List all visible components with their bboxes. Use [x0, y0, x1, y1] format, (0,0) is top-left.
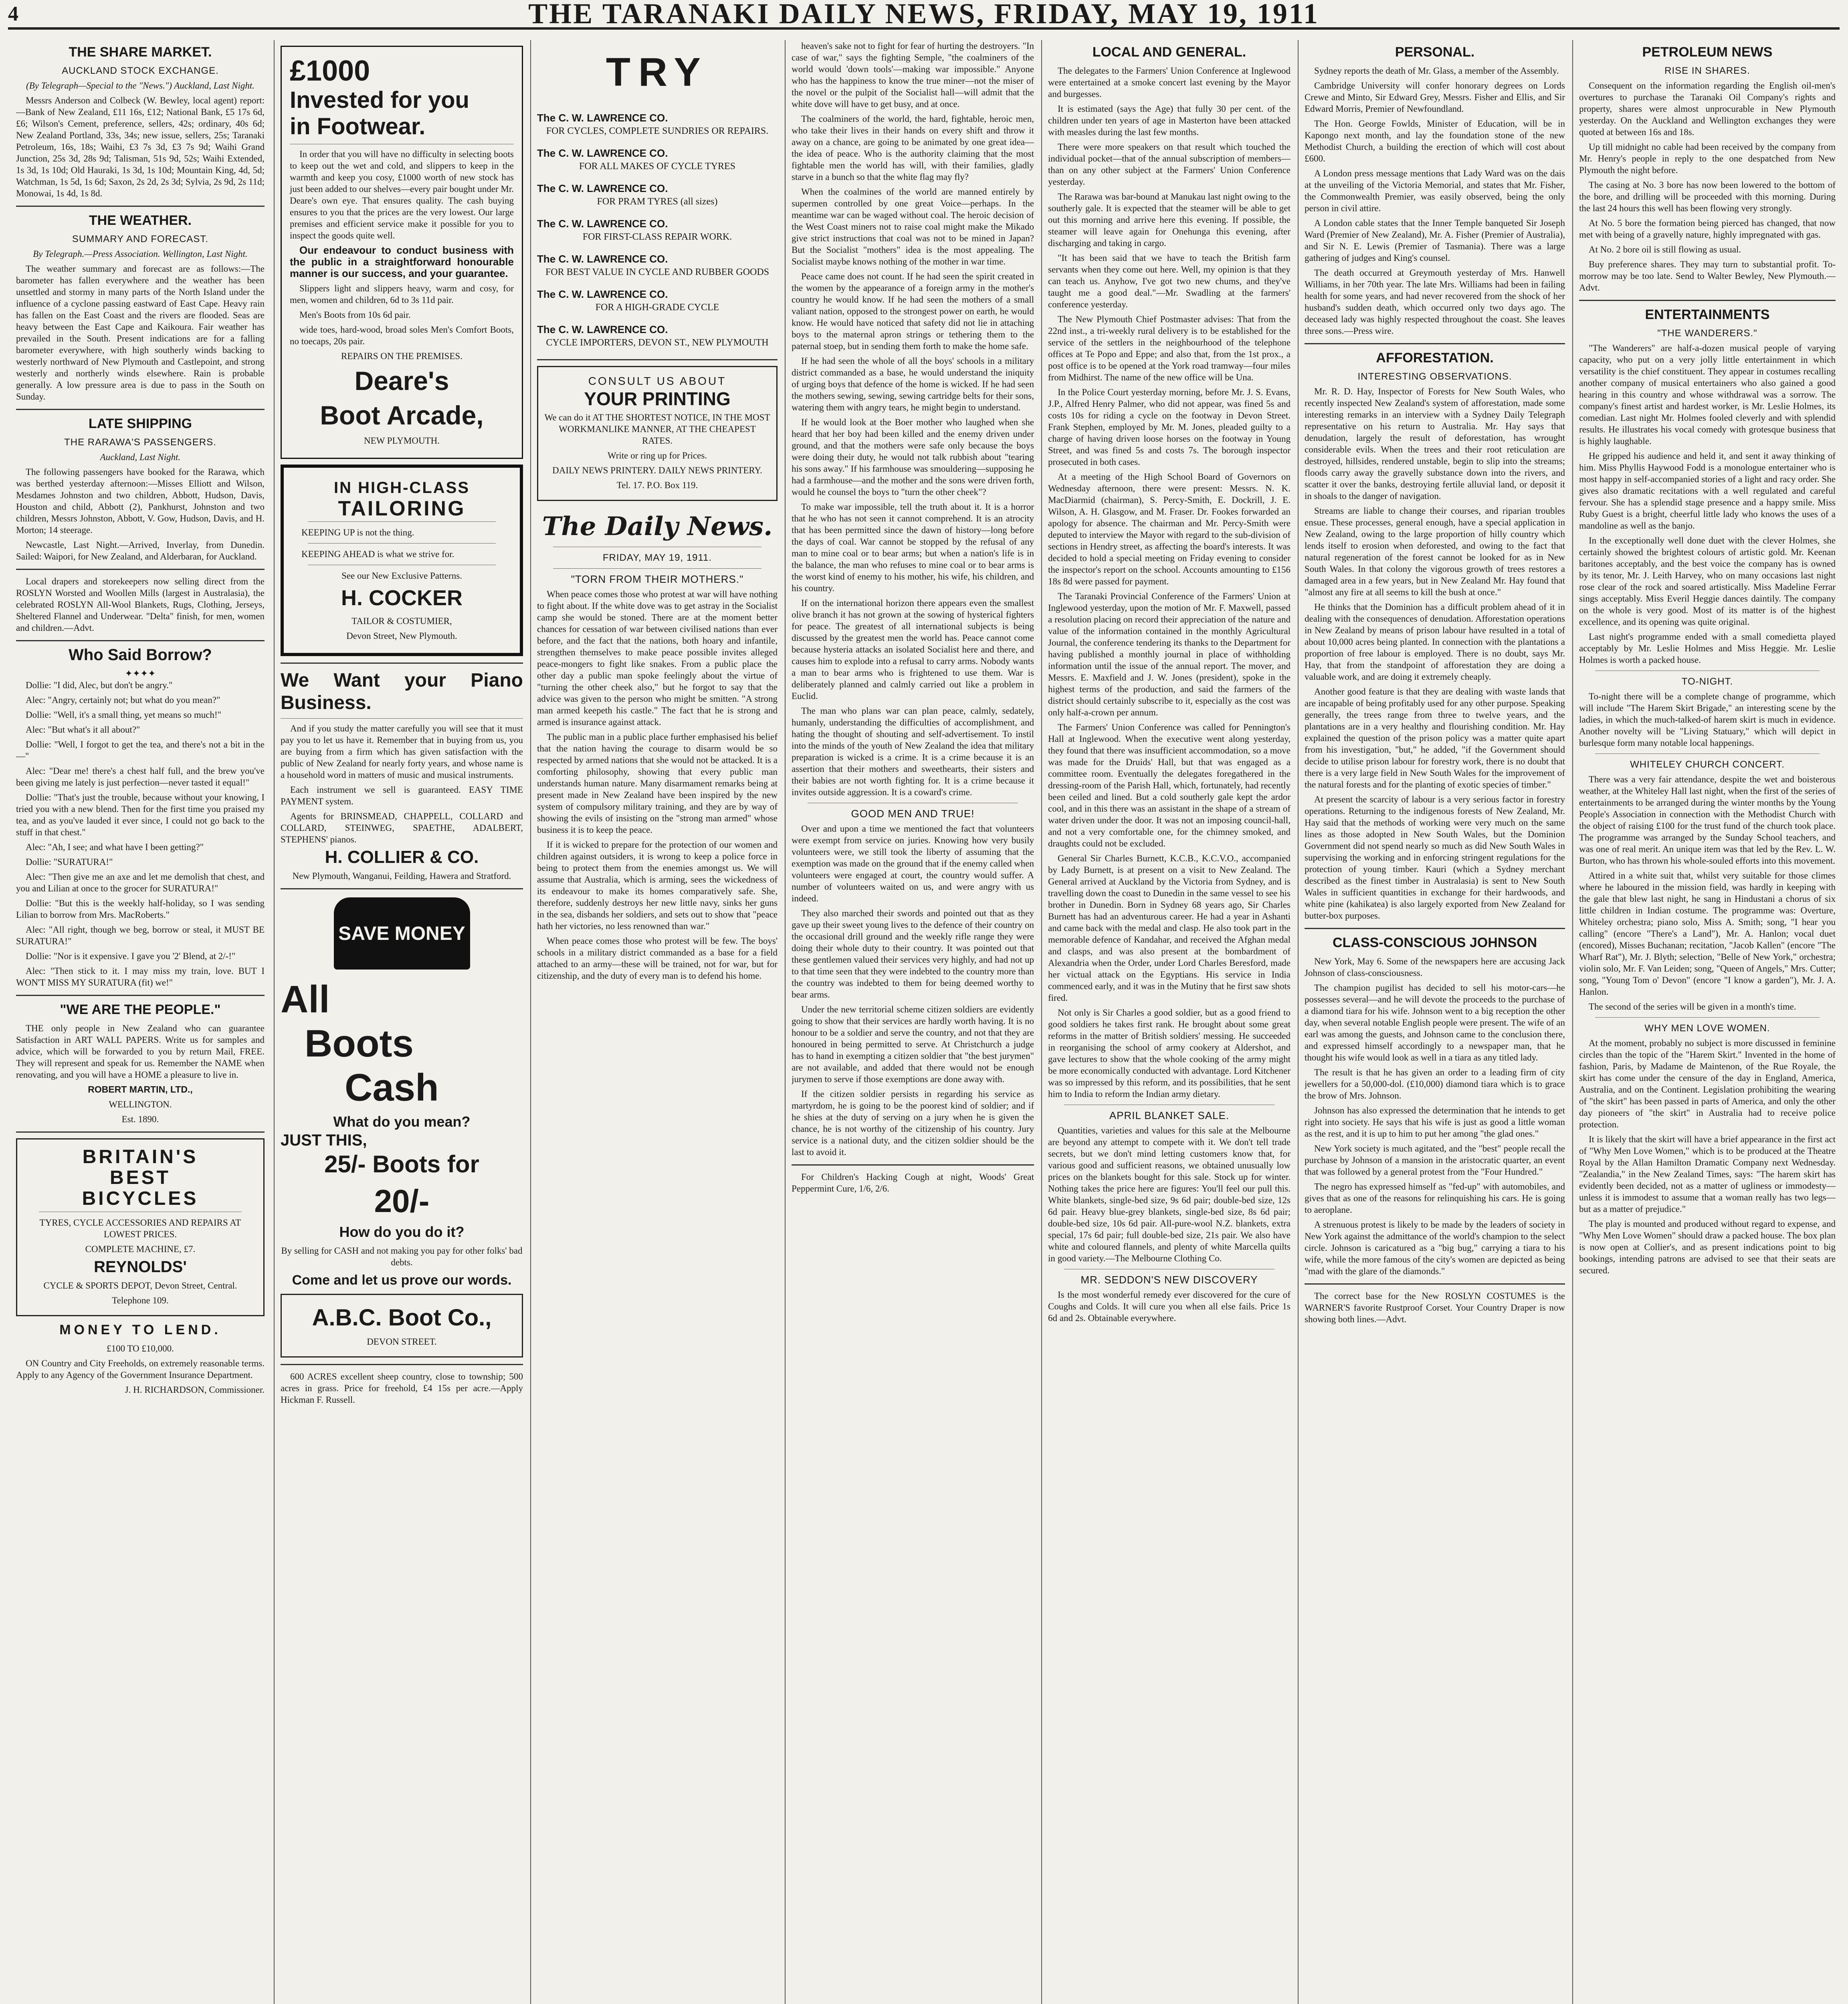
column-rule: [1041, 40, 1042, 2004]
money-body: ON Country and City Freeholds, on extremely reasonable terms. Apply to any Agency of the Government Insurance Department.: [16, 1358, 265, 1380]
column-1: THE SHARE MARKET. AUCKLAND STOCK EXCHANGE. (By Telegraph—Special to the "News.") Auckland, Last Night. Messrs Anderson and Colbeck (W. Bewley, local agent) report:—Bank of New Zealand, £11 16s, £12; National Bank, £5 17s 6d, £6; Wilson's Cement, preference, sellers, 42s; ordinary, 40s 6d; New Zealand Portland, 33s, 34s; new issue, sellers, 25s; Taranaki Petroleum, 16s, 18s; Waihi, £3 7s 3d, £3 7s 9d; Waihi Grand Junction, 25s 3d, 28s 9d; Talisman, 51s 9d, 52s; Waihi Extended, 1s 3d, 1s 10d; Old Hauraki, 1s 3d, 1s 10d; Mountain King, 4d, 5d; Watchman, 1s 5d, 1s 6d; Saxon, 2s 2d, 2s 3d; Sylvia, 2s 9d, 2s 11d; Monowai, 1s 4d, 1s 8d. THE WEATHER. SUMMARY AND FORECAST. By Telegraph.—Press Association. Wellington, Last Night. The weather summary and forecast are as follows:—The barometer has fallen everywhere and the weather has been unsettled and stormy in many parts of the North Island under the influence of a cyclone passing eastward of East Cape. Heavy rain has fallen on the East Coast and the rivers are flooded. Seas are heavy between the East Cape and Kaikoura. Fair weather has prevailed in the South. Present indications are for a falling barometer everywhere, with high southerly winds backing to westerly northward of New Plymouth and Castlepoint, and strong westerly and northerly winds elsewhere. Rain is probable generally. A low pressure area is due to pass in the South on Sunday. LATE SHIPPING THE RARAWA'S PASSENGERS. Auckland, Last Night. The following passengers have booked for the Rarawa, which was berthed yesterday afternoon:—Misses Elliott and Wilson, Mesdames Johnston and two children, Abbott, Hudson, Davis, Houston and child, Abbott (2), Pankhurst, Johnston and two children, Messrs Johnston, Abbott, V. Gow, Hudson, Davis, and H. Morton; 14 steerage. Newcastle, Last Night.—Arrived, Inverlay, from Dunedin. Sailed: Waipori, for New Zealand, and Alderbaran, for Auckland. Local drapers and storekeepers now selling direct from the ROSLYN Worsted and Woollen Mills (largest in Australasia), the celebrated ROSLYN All-Wool Blankets, Rugs, Clothing, Jerseys, Sheltered Flannel and Underwear. "Delta" finish, for men, women and children.—Advt. Who Said Borrow? ✦✦✦✦ Dollie: "I did, Alec, but don't be angry." Alec: "Angry, certainly not; but what do you mean?" Dollie: "Well, it's a small thing, yet means so much!" Alec: "But what's it all about?" Dollie: "Well, I forgot to get the tea, and there's not a bit in the—" Alec: "Dear me! there's a chest half full, and the brew you've been giving me lately is just perfection—never tasted it equal!" Dollie: "That's just the trouble, because without your knowing, I tried you with a new blend. Then for the first time you praised my tea, and as you've lauded it ever since, I could not go back to the stuff in that chest." Alec: "Ah, I see; and what have I been getting?" Dollie: "SURATURA!" Alec: "Then give me an axe and let me demolish that chest, and you and Lilian at once to the grocer for SURATURA!" Dollie: "But this is the weekly half-holiday, so I was sending Lilian to borrow from Mrs. MacRoberts." Alec: "All right, though we beg, borrow or steal, it MUST BE SURATURA!" Dollie: "Nor is it expensive. I gave you '2' Blend, at 2/-!" Alec: "Then stick to it. I may miss my train, love. BUT I WON'T MISS MY SURATURA (fit) we!" "WE ARE THE PEOPLE." THE only people in New Zealand who can guarantee Satisfaction in ART WALL PAPERS. Write us for samples and advice, which will be forwarded to you by return Mail, FREE. They will represent and speak for us. Remember the NAME when renovating, and you will have a HOME a pleasure to live in. ROBERT MARTIN, LTD., WELLINGTON. Est. 1890. BRITAIN'S BEST BICYCLES TYRES, CYCLE ACCESSORIES AND REPAIRS AT LOWEST PRICES. COMPLETE MACHINE, £7. REYNOLDS' CYCLE & SPORTS DEPOT, Devon Street, Central. Telephone 109. MONEY TO LEND. £100 TO £10,000. ON Country and City Freeholds, on extremely reasonable terms. Apply to any Agency of the Government Insurance Department. J. H. RICHARDSON, Commissioner.: [16, 44, 265, 1395]
people-ad-company: ROBERT MARTIN, LTD.,: [88, 1084, 193, 1095]
article-paragraph: It is likely that the skirt will have a brief appearance in the first act of "Why Men Love Women," which is to be produced at the Theatre Royal by the Allan Hamilton Dramatic Company next Wednesday. "Zealandia," in the New Zealand Times, says: "The harem skirt has evidently been decided, not as a matter of ugliness or immodesty—unless it is immodest to assume that a woman really has two legs—but as a matter of prejudice.": [1579, 1134, 1836, 1214]
news-paragraph: A London press message mentions that Lady Ward was on the dais at the unveiling of the Victoria Memorial, and states that Mr. Fisher, the Commonwealth Premier, was easily observed, being the only person in civil attire.: [1305, 168, 1565, 213]
column-rule: [785, 40, 786, 2004]
shipping-heading: LATE SHIPPING: [88, 416, 192, 431]
article-paragraph: New York society is much agitated, and the "best" people recall the purchase by Johnson of a mansion in the aristocratic quarter, an event that was followed by a general protest from the "Four Hundred.": [1305, 1143, 1565, 1177]
people-ad-heading: "WE ARE THE PEOPLE.": [60, 1002, 221, 1017]
article-paragraph: Under the new territorial scheme citizen soldiers are evidently going to show that their services are hardly worth having. It is no honour to be a soldier and serve the country, and not that they are honoured in being permitted to serve. At Christchurch a judge has to hand in exempting a citizen soldier that "the best jurymen" are not available, and added that there would not be enough jurymen to serve if those exemptions are done away with.: [792, 1004, 1034, 1084]
article-paragraph: He gripped his audience and held it, and sent it away thinking of him. Miss Phyllis Haywood Fodd is a monologue entertainer who is most happy in self-accompanied stories of a light and racy order. She gives also dramatic recitations with a well regulated and careful fervour. She has a splendid stage presence and a happy smile. Miss Ruby Guest is a bright, cheerful little lady who knows the uses of a mandoline as well as the banjo.: [1579, 451, 1836, 531]
article-paragraph: In the exceptionally well done duet with the clever Holmes, she certainly showed the brightest colours of artistic gold. Mr. Keenan baritones acceptably, and the best voice the company has is owned by its tenor, Mr. J. Leith Harvey, who on many occasions last night rose clear of the rock and soared artistically. Miss Madeline Ferrar sings acceptably. Miss Everil Heggie dances daintily. The company on the whole is very good. Most of its matter is of the highest excellence, and its opening was quite original.: [1579, 535, 1836, 627]
shipping-body-2: Newcastle, Last Night.—Arrived, Inverlay, from Dunedin. Sailed: Waipori, for New Zealand, and Alderbaran, for Auckland.: [16, 540, 265, 562]
news-paragraph: The delegates to the Farmers' Union Conference at Inglewood were entertained at a smoke concert last evening by the Mayor and burgesses.: [1048, 66, 1291, 99]
news-paragraph: It is estimated (says the Age) that fully 30 per cent. of the children under ten years of age in Masterton have been attacked with measles during the last few months.: [1048, 104, 1291, 137]
news-paragraph: A London cable states that the Inner Temple banqueted Sir Joseph Ward (Premier of New Zealand), Mr. A. Fisher (Premier of Australia), and Sir N. E. Lewis (Premier of Tasmania). There was a large gathering of judges and King's counsel.: [1305, 218, 1565, 263]
weather-body: The weather summary and forecast are as follows:—The barometer has fallen everywhere and the weather has been unsettled and stormy in many parts of the North Island under the influence of a cyclone passing eastward of East Cape. Heavy rain has fallen on the East Coast and the rivers are flooded. Seas are heavy between the East Cape and Kaikoura. Fair weather has prevailed in the South. Present indications are for a falling barometer everywhere, with high southerly winds backing to westerly northward of New Plymouth and Castlepoint, and strong westerly and northerly winds elsewhere. Rain is probable generally. A low pressure area is due to pass in the South on Sunday.: [16, 264, 265, 402]
news-paragraph: At No. 5 bore the formation being pierced has changed, that now met with being of a gravelly nature, highly impregnated with gas.: [1579, 218, 1836, 240]
article-paragraph: New York, May 6. Some of the newspapers here are accusing Jack Johnson of class-consciousness.: [1305, 956, 1565, 978]
borrow-dialog: [16, 679, 265, 988]
daily-news-nameplate: The Daily News.: [542, 511, 773, 541]
afforestation-heading: AFFORESTATION.: [1376, 350, 1494, 366]
column-4: [792, 40, 1034, 2004]
good-men-heading: GOOD MEN AND TRUE!: [851, 808, 975, 820]
news-paragraph: The Hon. George Fowlds, Minister of Education, will be in Kapongo next month, and lay the foundation stone of the new Methodist Church, a building the erection of which will cost about £600.: [1305, 119, 1565, 164]
dialog-line: Alec: "Angry, certainly not; but what do you mean?": [26, 695, 220, 705]
article-paragraph: The second of the series will be given in a month's time.: [1589, 1002, 1796, 1012]
editorial-paragraph: The coalminers of the world, the hard, fightable, heroic men, who take their lives in their hands on every shift and throw it away on a chance, are going to be animated by one great idea—the idea of peace. Who is the authority claiming that the most fightable men the world has will, with their families, gladly starve in a bunch so that the white flag may fly?: [792, 114, 1034, 182]
column-3: [537, 40, 778, 2004]
article-paragraph: The champion pugilist has decided to sell his motor-cars—he possesses several—and he will devote the proceeds to the purchase of a diamond tiara for his wife. Johnson went to a big reception the other day, when several notable English people were present. The wife of an earl was among the guests, and Johnson came to the conclusion there, and expressed himself accordingly to a newspaper man, that he thought his wife would look as well in a tiara as any titled lady.: [1305, 983, 1565, 1063]
article-paragraph: He thinks that the Dominion has a difficult problem ahead of it in dealing with the consequences of denudation. Afforestation operations in New Zealand by means of prison labour have resulted in a total of about 10,000 acres being planted. In connection with the plantations a proportion of free labour is employed. There is no doubt, says Mr. Hay, that from the standpoint of afforestation they are doing a valuable work, and are doing it extremely cheaply.: [1305, 602, 1565, 682]
money-to-lend-heading: MONEY TO LEND.: [59, 1322, 221, 1337]
entertainments-heading: ENTERTAINMENTS: [1645, 307, 1770, 322]
borrow-heading: Who Said Borrow?: [69, 646, 212, 664]
dialog-line: Dollie: "Well, I forgot to get the tea, and there's not a bit in the—": [16, 739, 265, 761]
page-masthead: [8, 0, 1840, 30]
editorial-paragraph: If he had seen the whole of all the boys' schools in a military district commanded as a base, he would understand the iniquity of urging boys that defence of the home is wicked. If he had seen the mothers sewing, sewing, sewing cartridge belts for their sons, watering them with angry tears, he might begin to understand.: [792, 356, 1034, 412]
news-paragraph: The Farmers' Union Conference was called for Pennington's Hall at Inglewood. When the executive went along yesterday, they found that there was insufficient accommodation, so a move was made for the Druids' Hall, but that was engaged as a committee room. Eventually the delegates foregathered in the dressing-room of the Parish Hall, which, fortunately, had recently been ceiled and lined. But a cold southerly gale kept the ardor cool, and in this there was an assistant in the shape of a stream of water driven under the door. It was not an imposing council-hall, and not a very comfortable one, for the chimney smoked, and draughts could not be excluded.: [1048, 722, 1291, 848]
share-market-subheading: AUCKLAND STOCK EXCHANGE.: [62, 65, 219, 76]
news-paragraph: The death occurred at Greymouth yesterday of Mrs. Hanwell Williams, in her 70th year. The late Mrs. Williams had been in failing health for some years, and had never recovered from the shock of her husband's sudden death, which occurred only two days ago. The deceased lady was highly respected throughout the coast. She leaves three sons.—Press wire.: [1305, 268, 1565, 336]
column-rule: [1298, 40, 1299, 2004]
why-men-love-women-subheading: WHY MEN LOVE WOMEN.: [1644, 1023, 1770, 1034]
money-range: £100 TO £10,000.: [107, 1343, 174, 1354]
save-money-banner: SAVE MONEY: [334, 897, 470, 970]
article-paragraph: A strenuous protest is likely to be made by the leaders of society in New York against the admittance of the world's champion to the select circle. Johnson is caricatured as a "big bug," carrying a tiara to his wife, while the more famous of the city's women are depicted as being "mad with the glare of the diamonds.": [1305, 1220, 1565, 1276]
roslyn-advert: Local drapers and storekeepers now selling direct from the ROSLYN Worsted and Woollen Mills (largest in Australasia), the celebrated ROSLYN All-Wool Blankets, Rugs, Clothing, Jerseys, Sheltered Flannel and Underwear. "Delta" finish, for men, women and children.—Advt.: [16, 576, 265, 633]
share-market-body: Messrs Anderson and Colbeck (W. Bewley, local agent) report:—Bank of New Zealand, £11 16s, £12; National Bank, £5 17s 6d, £6; Wilson's Cement, preference, sellers, 42s; ordinary, 40s 6d; New Zealand Portland, 33s, 34s; new issue, sellers, 25s; Taranaki Petroleum, 16s, 18s; Waihi, £3 7s 3d, £3 7s 9d; Waihi Grand Junction, 25s 3d, 28s 9d; Talisman, 51s 9d, 52s; Waihi Extended, 1s 3d, 1s 10d; Old Hauraki, 1s 3d, 1s 10d; Mountain King, 4d, 5d; Watchman, 1s 5d, 1s 6d; Saxon, 2s 2d, 2s 3d; Sylvia, 2s 9d, 2s 11d; Monowai, 1s 4d, 1s 8d.: [16, 95, 265, 198]
petroleum-heading: PETROLEUM NEWS: [1642, 44, 1773, 60]
wanderers-subheading: "THE WANDERERS.": [1657, 328, 1757, 339]
editorial-paragraph: When peace comes those who protest at war will have nothing to fight about. If the white dove was to get astray in the Socialist camp she would be stoned. There are at the moment better chances for cessation of war between civilised nations than ever before, and the fact that the nations, both hoary and infantile, strengthen themselves to make peace possible invites alleged peace-mongers to fight like snakes. From a public place the other day a public man spoke feelingly about the virtue of "turning the other cheek also," but he forgot to say that the advice was given to the person who might be smitten. "A strong man armed keepeth his castle." The fact that he is strong and armed is insurance against attack.: [537, 589, 778, 727]
column-rule: [274, 40, 275, 2004]
editorial-date: FRIDAY, MAY 19, 1911.: [602, 552, 712, 563]
news-paragraph: The New Plymouth Chief Postmaster advises: That from the 22nd inst., a tri-weekly rural delivery is to be established for the service of the settlers in the neighbourhood of the telephone offices at Te Popo and Eppe; and also that, from the 1st prox., a post office is to be opened at the York road tramway—four miles from Midhirst. The name of the new office will be Una.: [1048, 314, 1291, 382]
article-paragraph: There was a very fair attendance, despite the wet and boisterous weather, at the Whiteley Hall last night, when the first of the series of entertainments to be arranged during the winter months by the Young People's Association in connection with the Methodist Church with the object of raising £100 for the trust fund of the church took place. The programme was arranged by the Sunday School teachers, and was one of real merit. An unique item was that led by the Rev. L. W. Burton, who has thrown his whole-souled efforts into this movement.: [1579, 774, 1836, 866]
news-paragraph: At a meeting of the High School Board of Governors on Wednesday afternoon, there were present: Messrs. N. K. MacDiarmid (chairman), S. Percy-Smith, E. Dockrill, J. E. Wilson, A. H. Glasgow, and M. Fraser. Dr. Fookes forwarded an apology for absence. The chairman and Mr. Percy-Smith were deputed to interview the Mayor with regard to the sub-division of sections in Hendry street, as affecting the board's interests. It was decided to hold a special meeting on Friday evening to consider the inspector's report on the school. Accounts amounting to £156 18s 8d were passed for payment.: [1048, 472, 1291, 586]
weather-subheading: SUMMARY AND FORECAST.: [72, 234, 209, 244]
article-paragraph: Last night's programme ended with a small comedietta played acceptably by Mr. Leslie Holmes and Miss Heggie. Mr. Leslie Holmes is worth a packed house.: [1579, 632, 1836, 665]
article-paragraph: Johnson has also expressed the determination that he intends to get right into society. He says that his wife is just as good a little woman as the rest, and it is up to him to put her among "the glad ones.": [1305, 1105, 1565, 1139]
editorial-paragraph: If it is wicked to prepare for the protection of our women and children against outsiders, it is wrong to keep a police force in being to protect them from the enemies amongst us. We will assume that Australia, which is arming, sees the wickedness of its endeavour to make its homes comparatively safe. She, therefore, suddenly destroys her new little navy, sinks her guns in the sea, disbands her soldiers, and sets out to show that "peace hath her victories, no less renowned than war.": [537, 840, 778, 931]
personal-heading: PERSONAL.: [1395, 44, 1475, 60]
column-2: [281, 40, 523, 2004]
news-paragraph: "It has been said that we have to teach the British farm servants when they come out here. Well, my opinion is that they can teach us. Anyhow, I've got two new chums, and they've taught me a good deal."—Mr. Swadling at the farmers' conference yesterday.: [1048, 253, 1291, 309]
johnson-heading: CLASS-CONSCIOUS JOHNSON: [1332, 935, 1537, 950]
news-paragraph: Up till midnight no cable had been received by the company from Mr. Henry's people in reply to the one despatched from New Plymouth the night before.: [1579, 142, 1836, 175]
acres-advert: 600 ACRES excellent sheep country, close to township; 500 acres in grass. Price for freehold, £4 15s per acre.—Apply Hickman F. Russell.: [281, 1372, 523, 1405]
local-general-heading: LOCAL AND GENERAL.: [1092, 44, 1246, 60]
news-paragraph: The Rarawa was bar-bound at Manukau last night owing to the southerly gale. It is expected that the steamer will be able to get out this morning and arrive here this evening. If possible, the steamer will leave again for Onehunga this evening, after discharging and taking in cargo.: [1048, 192, 1291, 248]
dialog-line: Alec: "But what's it all about?": [26, 725, 140, 735]
dialog-line: Dollie: "Well, it's a small thing, yet means so much!": [26, 710, 222, 720]
article-paragraph: Attired in a white suit that, whilst very suitable for those climes where he laboured in the mission field, was hardly in keeping with the gale that blew last night, he sang in Hindustani a chorus of six little children in Indian costume. The programme was: Overture, Whiteley orchestra; piano solo, Miss A. Smith; song, "I hear you calling" (encore "There's a Land"), Mr. A. Hanlon; vocal duet (encored), Misses Buchanan; recitation, "Jacob Kallen" (encore "The Wharf Rat"), Mr. J. Blyth; selection, "Belle of New York," orchestra; violin solo, Mr. F. Van Leiden; song, "Queen of Angels," Mrs. Cutter; song, "Young Tom o' Devon" (encore "I know a garden"), Mr. J. A. Hanlon.: [1579, 871, 1836, 997]
shipping-subheading: THE RARAWA'S PASSENGERS.: [64, 437, 216, 448]
news-paragraph: The casing at No. 3 bore has now been lowered to the bottom of the bore, and drilling will be proceeded with this morning. During the last 24 hours this well has been flowing very strongly.: [1579, 180, 1836, 213]
people-ad-body: THE only people in New Zealand who can guarantee Satisfaction in ART WALL PAPERS. Write us for samples and advice, which will be forwarded to you by return Mail, FREE. They will represent and speak for us. Remember the NAME when renovating, and you will have a HOME a pleasure to live in.: [16, 1023, 265, 1080]
article-paragraph: At present the scarcity of labour is a very serious factor in forestry operations. Returning to the indigenous forests of New Zealand, Mr. Hay said that the methods of working were very much on the same lines as those adopted in New South Wales, but the Dominion Government did not spend nearly so much as did New South Wales in supervising the working and in enforcing stringent regulations for the protection of young timber. Kauri (which a Sydney merchant described as the finest timber in Australasia) is sent to New South Wales in sufficient quantities in exchange for their hardwoods, and white pine (kahikatea) is also largely exported from New Zealand for butter-box purposes.: [1305, 794, 1565, 921]
dialog-line: Alec: "Then stick to it. I may miss my train, love. BUT I WON'T MISS MY SURATURA (fit) we!": [16, 966, 265, 988]
shipping-body: The following passengers have booked for the Rarawa, which was berthed yesterday afternoon:—Misses Elliott and Wilson, Mesdames Johnston and two children, Abbott, Hudson, Davis, Houston and child, Abbott (2), Pankhurst, Johnston and two children, Messrs Johnston, Abbott, V. Gow, Hudson, Davis, and H. Morton; 14 steerage.: [16, 467, 265, 535]
news-paragraph: Consequent on the information regarding the English oil-men's overtures to purchase the Taranaki Oil Company's rights and property, shares were almost unprocurable in New Plymouth yesterday. On the Auckland and Wellington exchanges they were quoted at between 16s and 18s.: [1579, 81, 1836, 137]
column-rule: [1572, 40, 1573, 2004]
dialog-line: Alec: "All right, though we beg, borrow or steal, it MUST BE SURATURA!": [16, 925, 265, 946]
article-paragraph: The result is that he has given an order to a leading firm of city jewellers for a 50,000-dol. (£10,000) diamond tiara which is to grace the brow of Mrs. Johnson.: [1305, 1067, 1565, 1101]
dialog-line: Dollie: "Nor is it expensive. I gave you '2' Blend, at 2/-!": [26, 951, 236, 961]
dialog-line: Dollie: "But this is the weekly half-holiday, so I was sending Lilian to borrow from Mrs. MacRoberts.": [16, 898, 265, 920]
people-ad-place: WELLINGTON.: [109, 1099, 172, 1109]
article-paragraph: To-night there will be a complete change of programme, which will include "The Harem Skirt Brigade," an interesting scene by the ladies, in which the much-talked-of harem skirt is much in evidence. Another novelty will be "Living Statuary," which will depict in burlesque form many notable local happenings.: [1579, 691, 1836, 748]
column-rule: [530, 40, 531, 2004]
dialog-line: Dollie: "That's just the trouble, because without your knowing, I tried you with a new blend. Then for the first time you praised my tea, and as you've lauded it ever since, I could not go back to the stuff in that chest.": [16, 792, 265, 837]
column-5: [1048, 40, 1291, 2004]
whiteley-concert-subheading: WHITELEY CHURCH CONCERT.: [1630, 759, 1785, 770]
column-6: [1305, 40, 1565, 2004]
shipping-byline: Auckland, Last Night.: [100, 452, 181, 462]
dialog-line: Alec: "Dear me! there's a chest half full, and the brew you've been giving me lately is just perfection—never tasted it equal!": [16, 766, 265, 788]
news-paragraph: General Sir Charles Burnett, K.C.B., K.C.V.O., accompanied by Lady Burnett, is at present on a visit to New Zealand. The General arrived at Auckland by the Victoria from Sydney, and is travelling down the coast to Dunedin in the same vessel to see his brother in Dunedin. Born in Sydney 68 years ago, Sir Charles Burnett has had an adventurous career. He had a year in Ashanti and came back with the medal and clasp. He also took part in the memorable defence of Kandahar, and received the Afghan medal and clasps, and was also present at the bombardment of Alexandria when the Order, under Lord Charles Beresford, made her victual attack on the Egyptians. His service in India commenced early, and it was in the Mutiny that he first saw shots fired.: [1048, 853, 1291, 1003]
article-paragraph: If the citizen soldier persists in regarding his service as martyrdom, he is going to be the poorest kind of soldier; and if he shies at the duty of serving on a jury when he is given the chance, he is not worthy of the citizenship of his country. Jury service is a national duty, and the citizen soldier should be the last to avoid it.: [792, 1089, 1034, 1157]
afforestation-subheading: INTERESTING OBSERVATIONS.: [1357, 371, 1512, 382]
article-paragraph: "The Wanderers" are half-a-dozen musical people of varying capacity, who put on a very jolly little entertainment in which versatility is the chief constituent. They appear in costumes recalling another company of musical entertainers who also gained a good hearing in this country and whose withdrawal was a sorrow. The company's finest artist and hardest worker, is Mr. Leslie Holmes, its comedian. Last night Mr. Holmes fooled cleverly and with splendid results. He illustrates his vocal comedy with grotesque business that is highly laughable.: [1579, 343, 1836, 446]
editorial-paragraph: The public man in a public place further emphasised his belief that the nation having the courage to disarm would be so respected by armed nations that she would not be attacked. It is a comforting philosophy, showing that every public man understands human nature. Many disarmament remarks being at present made in New Zealand have been inspired by the new system of compulsory military training, and they are by way of showing the evils of insisting on the "strong man armed" whose business it is to keep the peace.: [537, 732, 778, 835]
news-paragraph: In the Police Court yesterday morning, before Mr. J. S. Evans, J.P., Alfred Henry Palmer, who did not appear, was fined 5s and costs 10s for riding a cycle on the footway in Devon Street. Frank Stephen, employed by Mr. M. Jones, pleaded guilty to a charge of having driven loose horses on the footway in Young Street, and was fined 5s and costs 7s. The borough inspector prosecuted in both cases.: [1048, 387, 1291, 467]
editorial-paragraph: If he would look at the Boer mother who laughed when she heard that her boy had been killed and the enemy driven under ground, and that the mothers were safe only because the boys were doing their duty, he would not talk rubbish about "tearing his sons away." If his farmhouse was smouldering—supposing he had a farmhouse—and the mother and the sons were driven forth, would he counsel the boys to "turn the other cheek"?: [792, 417, 1034, 497]
dialog-line: Dollie: "I did, Alec, but don't be angry.": [26, 680, 173, 690]
article-paragraph: They also marched their swords and pointed out that as they gave up their sweet young lives to the defence of their country on the occasional drill ground and the weekly rifle range they were doing their whole duty to their country. It was pointed out that these gentlemen valued their services very highly, and had not up to that time seen that they were indebted to the country more than the country was indebted to them for being deemed worthy to bear arms.: [792, 908, 1034, 1000]
dialog-line: Alec: "Ah, I see; and what have I been getting?": [26, 842, 204, 852]
lawrence-advert: TRY The C. W. LAWRENCE CO. FOR CYCLES, COMPLETE SUNDRIES OR REPAIRS. The C. W. LAWRENCE CO. FOR ALL MAKES OF CYCLE TYRES The C. W. LAWRENCE CO. FOR PRAM TYRES (all sizes) The C. W. LAWRENCE CO. FOR FIRST-CLASS REPAIR WORK. The C. W. LAWRENCE CO. FOR BEST VALUE IN CYCLE AND RUBBER GOODS The C. W. LAWRENCE CO. FOR A HIGH-GRADE CYCLE The C. W. LAWRENCE CO. CYCLE IMPORTERS, DEVON ST., NEW PLYMOUTH: [537, 50, 769, 348]
seddon-heading: MR. SEDDON'S NEW DISCOVERY: [1081, 1274, 1258, 1286]
weather-heading: THE WEATHER.: [89, 213, 192, 228]
editorial-paragraph: To make war impossible, tell the truth about it. It is a horror that he who has not seen it cannot comprehend. It is an atrocity that has been permitted since the dawn of history—long before the days of coal. War cannot be stopped by the refusal of any man to mine coal or to bear arms; but when a nation's life is in the balance, the man who refuses to mine coal or to bear arms is the worst kind of enemy to his mother, his wife, his children, and his country.: [792, 502, 1034, 593]
article-paragraph: The negro has expressed himself as "fed-up" with automobiles, and gives that as one of the reasons for relinquishing his cars. He is going to aeroplane.: [1305, 1182, 1565, 1215]
printing-advert: CONSULT US ABOUT YOUR PRINTING We can do it AT THE SHORTEST NOTICE, IN THE MOST WORKMANLIKE MANNER, AT THE CHEAPEST RATES. Write or ring up for Prices. DAILY NEWS PRINTERY. DAILY NEWS PRINTERY. Tel. 17. P.O. Box 119.: [537, 366, 778, 501]
news-paragraph: Not only is Sir Charles a good soldier, but as a good friend to good soldiers he takes first rank. He brought about some great reforms in the matter of British soldiers' messing. He succeeded in reorganising the school of army cookery at Aldershot, and gave lectures to show that the whole cooking of the army might be more economically conducted with advantage. Lord Kitchener was so impressed by this reform, and its possibilities, that he sent him to India to reform the Indian army dietary.: [1048, 1008, 1291, 1099]
cough-cure-advert: For Children's Hacking Cough at night, Woods' Great Peppermint Cure, 1/6, 2/6.: [792, 1172, 1034, 1194]
newspaper-title: THE TARANAKI DAILY NEWS, FRIDAY, MAY 19, 1911: [528, 0, 1319, 30]
news-paragraph: Buy preference shares. They may turn to substantial profit. To-morrow may be too late. Send to Walter Bewley, New Plymouth.—Advt.: [1579, 259, 1836, 293]
article-paragraph: Over and upon a time we mentioned the fact that volunteers were exempt from service on juries. Knowing how very busily volunteers were, we still took the liberty of assuming that the exemption was made on the ground that if the enemy called when volunteers were engaged at court, the country would suffer. A number of volunteers waited on us, and were angry with us indeed.: [792, 824, 1034, 903]
tonight-subheading: TO-NIGHT.: [1681, 676, 1733, 687]
news-paragraph: The Taranaki Provincial Conference of the Farmers' Union at Inglewood yesterday, upon the motion of Mr. F. Maxwell, passed a resolution placing on record their appreciation of the nature and value of the information contained in the monthly Agricultural Journal, the conference tendering its thanks to the Department for having published a monthly journal in place of withholding information until the issue of the annual report. The mover, and Messrs. E. Maxfield and J. W. Jones (president), spoke in the highest terms of the production, and said the farmers of the district should certainly subscribe to it, especially as the cost was only half-a-crown per annum.: [1048, 591, 1291, 717]
piano-advert: We Want your Piano Business. And if you study the matter carefully you will see that it must pay you to let us have it. Remember that in buying from us, you are buying from a firm which has given satisfaction with the public of New Zealand for nearly forty years, and whose name is a household word in matters of music and musical instruments. Each instrument we sell is guaranteed. EASY TIME PAYMENT system. Agents for BRINSMEAD, CHAPPELL, COLLARD and COLLARD, STEINWEG, SPAETHE, ADALBERT, STEPHENS' pianos. H. COLLIER & CO. New Plymouth, Wanganui, Feilding, Hawera and Stratford.: [281, 670, 523, 881]
people-ad-est: Est. 1890.: [121, 1114, 159, 1124]
abc-boots-advert: SAVE MONEY All Boots Cash What do you mean? JUST THIS, 25/- Boots for 20/- How do you do it? By selling for CASH and not making you pay for other folks' bad debts. Come and let us prove our words. A.B.C. Boot Co., DEVON STREET.: [281, 897, 523, 1358]
editorial-paragraph: Peace came does not count. If he had seen the spirit created in the women by the appearance of a foreign army in the mother's country he would know. If he had seen the mothers of a small valiant nation, opposed to the strongest power on earth, he would know. He would have noticed that safety did not lie in attaching boys to the maternal apron strings or tethering them to the paternal stoep, but in sending them forth to make the home safe.: [792, 271, 1034, 351]
editorial-paragraph: When the coalmines of the world are manned entirely by supermen controlled by one great Voice—perhaps. In the meantime war can be waged without coal. The heroic decision of the West Coast miners not to raise coal might make the Mikado give strict instructions that coal was not to be mined in Japan? But the Socialist "mothers" idea is the most appealing. The Socialist maybe knows nothing of the mother in war time.: [792, 187, 1034, 267]
editorial-paragraph: heaven's sake not to fight for fear of hurting the destroyers. "In case of war," says the fighting Semple, "the coalminers of the world would 'down tools'—making war impossible." Anyone who has the happiness to know the true miner—not the miser of the novel or the pulpit of the Socialist hall—will admit that the white dove will have to get busy, and at once.: [792, 41, 1034, 109]
news-paragraph: There were more speakers on that result which touched the individual pocket—that of the annual subscription of members—than on any other subject at the Farmers' Union Conference yesterday.: [1048, 142, 1291, 187]
page-number: 4: [8, 2, 18, 25]
britains-bicycles-advert: BRITAIN'S BEST BICYCLES TYRES, CYCLE ACCESSORIES AND REPAIRS AT LOWEST PRICES. COMPLETE MACHINE, £7. REYNOLDS' CYCLE & SPORTS DEPOT, Devon Street, Central. Telephone 109.: [16, 1138, 265, 1316]
blanket-sale-body: Quantities, varieties and values for this sale at the Melbourne are beyond any attempt to compete with it. We don't tell trade secrets, but we don't mind letting customers know that, for various good and sufficient reasons, we obtained unusually low prices on the blankets bought for this sale. Stock up for winter. Nothing takes the price here are figures: You'll feel our pull this. White blankets, single-bed size, 9s 6d pair; double-bed size, 12s 6d pair. Heavy blue-grey blankets, single-bed size, 8s 6d pair; double-bed size, 10s 6d pair. All-pure-wool N.Z. blankets, extra special, 17s 6d pair; full double-bed size, 21s pair. We also have white and coloured flannels, and plenty of white Marcella quilts in good variety.—The Melbourne Clothing Co.: [1048, 1125, 1291, 1263]
tailoring-advert: IN HIGH-CLASS TAILORING KEEPING UP is not the thing. KEEPING AHEAD is what we strive for. See our New Exclusive Patterns. H. COCKER TAILOR & COSTUMIER, Devon Street, New Plymouth.: [281, 465, 523, 656]
editorial-paragraph: When peace comes those who protest will be few. The boys' schools in a military district commanded as a base for a field attached to an army—these will be trained, not for war, but for citizenship, and the duty of every man is to defend his home.: [537, 936, 778, 981]
dialog-line: Alec: "Then give me an axe and let me demolish that chest, and you and Lilian at once to the grocer for SURATURA!": [16, 872, 265, 893]
roslyn-costumes-advert: The correct base for the New ROSLYN COSTUMES is the WARNER'S favorite Rustproof Corset. Your Country Draper is now showing both lines.—Advt.: [1305, 1291, 1565, 1324]
share-market-byline: (By Telegraph—Special to the "News.") Auckland, Last Night.: [26, 81, 254, 91]
article-paragraph: The play is mounted and produced without regard to expense, and "Why Men Love Women" should draw a packed house. The box plan is now open at Collier's, and as present indications point to big bookings, intending patrons are advised to see that their seats are secured.: [1579, 1219, 1836, 1275]
seddon-body: Is the most wonderful remedy ever discovered for the cure of Coughs and Colds. It will cure you when all else fails. Price 1s 6d and 2s. Obtainable everywhere.: [1048, 1290, 1291, 1323]
footwear-advert: £1000 Invested for you in Footwear. In order that you will have no difficulty in selecting boots to keep out the wet and cold, and slippers to keep in the warmth and keep you cosy, £1000 worth of new stock has just been added to our shelves—every pair bought under Mr. Deare's own eye. That ensures quality. The cash buying ensures to you that the prices are the very lowest. Our large premises and efficient service make it possible for you to inspect the goods quite well. Our endeavour to conduct business with the public in a straightforward honourable manner is our success, and your guarantee. Slippers light and slippers heavy, warm and cosy, for men, women and children, 6d to 3s 11d pair. Men's Boots from 10s 6d pair. wide toes, hard-wood, broad soles Men's Comfort Boots, no toecaps, 20s pair. REPAIRS ON THE PREMISES. Deare's Boot Arcade, NEW PLYMOUTH.: [281, 46, 523, 459]
article-paragraph: Another good feature is that they are dealing with waste lands that are incapable of being profitably used for any other purpose. Speaking generally, the trees range from three to twelve years, and the plantations are in a very healthy and flourishing condition. Mr. Hay explained the question of the prison policy was a matter quite apart from his investigation, "but," he added, "if the Government should decide to utilise prison labour for forestry work, there is no doubt that there is a very large field in New South Wales for the improvement of the natural forests and for the planting of exotic species of timber.": [1305, 687, 1565, 790]
column-7: [1579, 40, 1836, 2004]
news-paragraph: Cambridge University will confer honorary degrees on Lords Crewe and Minto, Sir Edward Grey, Messrs. Fisher and Ellis, and Sir Edward Morris, Premier of Newfoundland.: [1305, 81, 1565, 114]
article-paragraph: Streams are liable to change their courses, and riparian troubles ensue. These processes, general enough, have a special application in New Zealand, owing to the large proportion of hilly country which lends itself to erosion when deforested, and owing to the fact that natural regeneration of the forest cannot be looked for as in New South Wales. In that colony the vigorous growth of trees restores a damaged area in a few years, but in New Zealand Mr. Hay found that "almost any fire at all seems to kill the bush at once.": [1305, 506, 1565, 597]
article-paragraph: Mr. R. D. Hay, Inspector of Forests for New South Wales, who recently inspected New Zealand's system of afforestation, made some interesting remarks in an interview with a Sydney Daily Telegraph representative on his return to Australia. Mr. Hay says that denudation, largely the result of deforestation, has wrought considerable evils. When the trees and their root reticulation are destroyed, hillsides, rendered unstable, begin to slip into the streams; floods carry away the gravelly substance down into the rivers, and scatter it over the banks, destroying fertile alluvial land, or deposit it in shoals to the danger of navigation.: [1305, 386, 1565, 501]
dialog-line: Dollie: "SURATURA!": [26, 857, 113, 867]
weather-byline: By Telegraph.—Press Association. Wellington, Last Night.: [33, 249, 248, 259]
editorial-heading: "TORN FROM THEIR MOTHERS.": [571, 573, 744, 585]
share-market-heading: THE SHARE MARKET.: [69, 44, 212, 60]
money-signature: J. H. RICHARDSON, Commissioner.: [125, 1385, 265, 1395]
article-paragraph: At the moment, probably no subject is more discussed in feminine circles than the topic of the "Harem Skirt." Invented in the home of fashion, Paris, by Madame de Maintenon, of the Rue Royale, the skirt has come under the censure of the day in England, America, Australia, and on the Continent. Legislation prohibiting the wearing of "the skirt" has been passed in parts of America, and only the other day pioneers of "the skirt" in Australia had to receive police protection.: [1579, 1038, 1836, 1129]
petroleum-subheading: RISE IN SHARES.: [1664, 65, 1750, 76]
editorial-paragraph: If on the international horizon there appears even the smallest olive branch it has not grown at the sowing of hysterical fighters for peace. The greatest of all international subjects is being discussed by the greatest men the world has. Peace cannot come because hysteria attacks an isolated Socialist here and there, and causes him to explode into a refusal to carry arms. Nobody wants a man to bear arms who is frightened to use them. War is deliberately planned and calmly carried out like a problem in Euclid.: [792, 598, 1034, 701]
editorial-paragraph: The man who plans war can plan peace, calmly, sedately, humanly, understanding the difficulties of accomplishment, and hating the thought of shouting and self-advertisement. To instil into the minds of the youth of New Zealand the idea that military preparation is wicked is a crime. It is a crime because it is an assertion that their mothers and sweethearts, their sisters and their babies are not worth fighting for. It is a crime because it invites outside aggression. It is a coward's crime.: [792, 706, 1034, 797]
blanket-sale-heading: APRIL BLANKET SALE.: [1109, 1109, 1230, 1121]
news-paragraph: Sydney reports the death of Mr. Glass, a member of the Assembly.: [1314, 66, 1559, 76]
news-paragraph: At No. 2 bore oil is still flowing as usual.: [1589, 244, 1741, 255]
